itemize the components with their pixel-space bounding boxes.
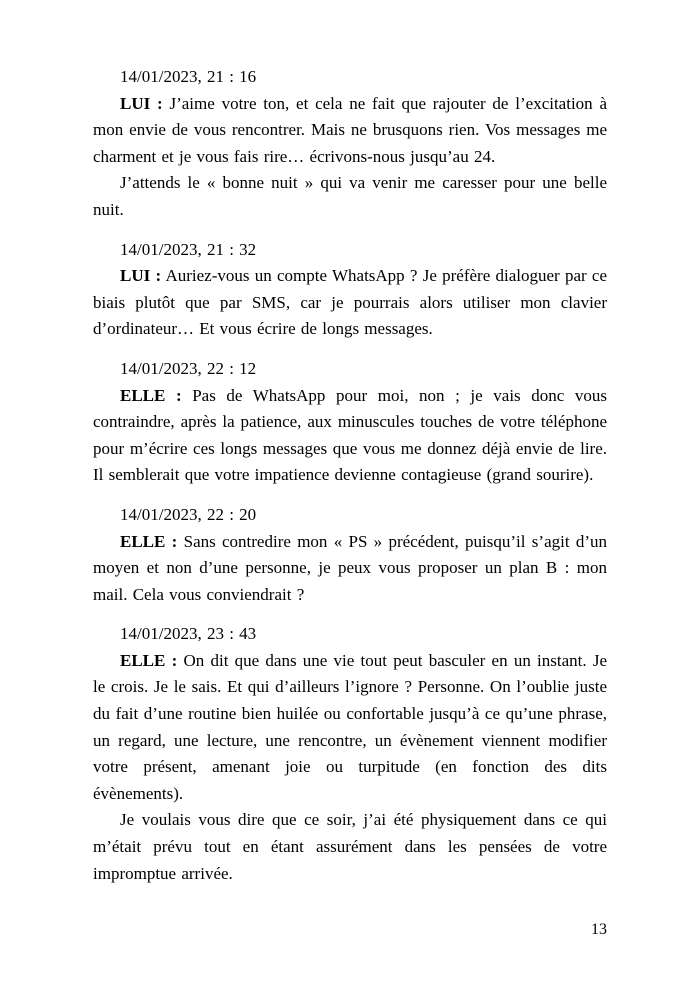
message-paragraph: Je voulais vous dire que ce soir, j’ai été physiquement dans ce qui m’était prévu tout en étant assurément dans les pensées de votre impromptue arrivée. xyxy=(93,810,607,883)
message-block xyxy=(93,237,607,343)
message-block xyxy=(93,356,607,489)
message-block xyxy=(93,502,607,608)
message-timestamp: 14/01/2023, 21 : 16 xyxy=(120,67,257,86)
speaker-label: ELLE : xyxy=(120,531,178,551)
message-paragraph xyxy=(93,648,607,808)
message-paragraph: J’attends le « bonne nuit » qui va venir me caresser pour une belle nuit. xyxy=(93,173,607,219)
message-block xyxy=(93,64,607,224)
page-number: 13 xyxy=(591,921,607,938)
message-timestamp: 14/01/2023, 23 : 43 xyxy=(120,624,257,644)
message-paragraph xyxy=(93,529,607,609)
speaker-label: LUI : xyxy=(120,266,162,286)
speaker-label: LUI : xyxy=(120,93,163,113)
speaker-label: ELLE : xyxy=(120,650,178,670)
message-timestamp: 14/01/2023, 21 : 32 xyxy=(120,239,257,259)
page-content xyxy=(93,64,607,887)
message-paragraph xyxy=(93,383,607,489)
message-block xyxy=(93,621,607,887)
message-timestamp: 14/01/2023, 22 : 20 xyxy=(120,504,257,524)
message-paragraph xyxy=(93,263,607,343)
message-paragraph xyxy=(93,91,607,171)
message-text: On dit que dans une vie tout peut basculer en un instant. Je le crois. Je le sais. Et qui d’ailleurs l’ignore ? Personne. On l’oublie juste du fait d’une routine bien huilée ou confortable jusqu’à ce qu’une phrase, un regard, une lecture, une rencontre, un évènement viennent modifier votre présent, amenant joie ou turpitude (en fonction des dits évènements). xyxy=(93,650,608,803)
message-text: Pas de WhatsApp pour moi, non ; je vais donc vous contraindre, après la patience, aux minuscules touches de votre téléphone pour m’écrire ces longs messages que vous me donnez déjà envie de lire. Il semblerait que votre impatience devienne contagieuse (grand sourire). xyxy=(93,385,607,485)
message-text: Auriez-vous un compte WhatsApp ? Je préfère dialoguer par ce biais plutôt que par SMS, car je pourrais alors utiliser mon clavier d’ordinateur… Et vous écrire de longs messages. xyxy=(93,266,608,339)
message-timestamp: 14/01/2023, 22 : 12 xyxy=(120,358,257,378)
speaker-label: ELLE : xyxy=(120,385,182,405)
message-text: J’aime votre ton, et cela ne fait que rajouter de l’excitation à mon envie de vous rencontrer. Mais ne brusquons rien. Vos messages me charment et je vous fais rire… écrivons-nous jusqu’au 24. xyxy=(93,93,608,166)
message-text: Sans contredire mon « PS » précédent, puisqu’il s’agit d’un moyen et non d’une personne, je peux vous proposer un plan B : mon mail. Cela vous conviendrait ? xyxy=(93,531,607,604)
